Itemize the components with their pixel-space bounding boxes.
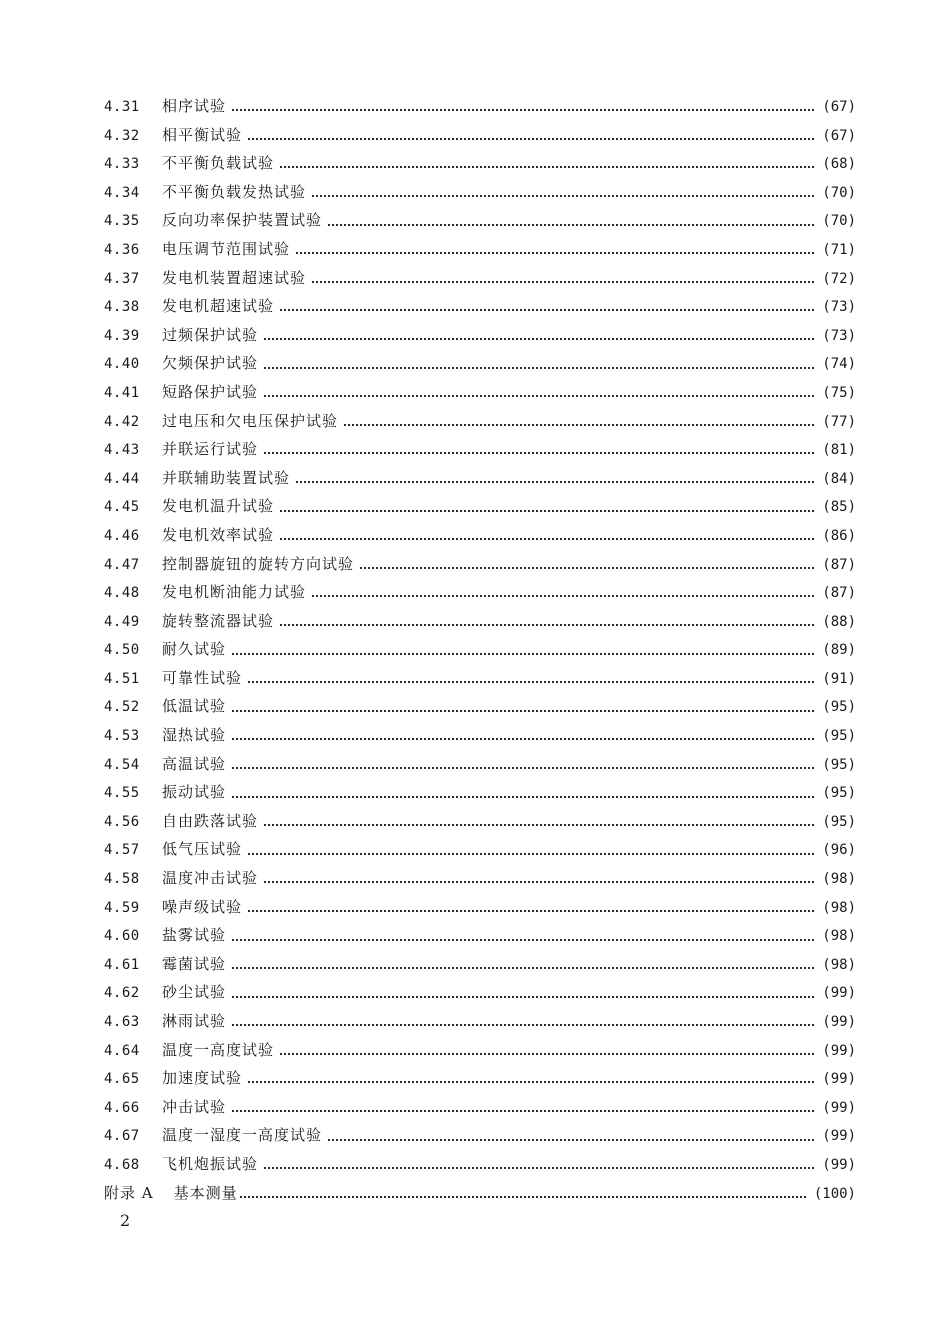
- toc-entry-number: 4.56: [104, 813, 140, 830]
- toc-entry-page: (96): [822, 842, 856, 859]
- toc-entry-number: 4.54: [104, 756, 140, 773]
- dot-leader: [264, 1167, 814, 1169]
- toc-entry-title: 可靠性试验: [162, 668, 243, 687]
- dot-leader: [328, 1139, 814, 1141]
- toc-entry-title: 温度一高度试验: [162, 1040, 275, 1059]
- toc-entry-page: (91): [822, 670, 856, 687]
- toc-entry-number: 4.62: [104, 985, 140, 1002]
- toc-entry[interactable]: [104, 467, 856, 496]
- toc-entry-page: (99): [822, 1071, 856, 1088]
- toc-entry-title: 欠频保护试验: [162, 354, 259, 373]
- toc-entry[interactable]: [104, 1153, 856, 1182]
- toc-entry-title: 振动试验: [162, 783, 227, 802]
- toc-entry-page: (68): [822, 156, 856, 173]
- toc-entry-number: 4.45: [104, 499, 140, 516]
- toc-entry-number: 4.35: [104, 213, 140, 230]
- toc-entry-title: 发电机装置超速试验: [162, 268, 307, 287]
- toc-appendix-row[interactable]: [104, 1182, 856, 1211]
- table-of-contents: [104, 95, 856, 1210]
- toc-entry[interactable]: [104, 295, 856, 324]
- toc-entry-page: (98): [822, 871, 856, 888]
- toc-entry-title: 发电机温升试验: [162, 497, 275, 516]
- toc-entry-title: 温度冲击试验: [162, 869, 259, 888]
- toc-entry[interactable]: [104, 209, 856, 238]
- dot-leader: [248, 1081, 814, 1083]
- dot-leader: [232, 939, 814, 941]
- toc-entry[interactable]: [104, 95, 856, 124]
- toc-entry-page: (67): [822, 127, 856, 144]
- dot-leader: [232, 767, 814, 769]
- toc-entry[interactable]: [104, 953, 856, 982]
- toc-entry-page: (72): [822, 270, 856, 287]
- toc-entry[interactable]: [104, 695, 856, 724]
- toc-entry-number: 4.36: [104, 241, 140, 258]
- toc-entry-title: 耐久试验: [162, 640, 227, 659]
- toc-entry-title: 旋转整流器试验: [162, 611, 275, 630]
- dot-leader: [248, 853, 814, 855]
- toc-entry-number: 4.32: [104, 127, 140, 144]
- toc-entry-number: 4.58: [104, 871, 140, 888]
- toc-entry-page: (95): [822, 813, 856, 830]
- toc-entry-title: 并联辅助装置试验: [162, 468, 291, 487]
- page-number: 2: [120, 1211, 131, 1230]
- toc-entry-number: 4.46: [104, 527, 140, 544]
- toc-entry-page: (99): [822, 1014, 856, 1030]
- dot-leader: [232, 967, 814, 969]
- appendix-page: (100): [813, 1185, 856, 1202]
- toc-entry-title: 相平衡试验: [162, 125, 243, 144]
- toc-entry[interactable]: [104, 152, 856, 181]
- toc-entry-page: (99): [822, 1042, 856, 1059]
- toc-entry-page: (85): [822, 499, 856, 516]
- toc-entry-title: 发电机断油能力试验: [162, 583, 307, 602]
- toc-entry-page: (71): [822, 241, 856, 258]
- toc-entry-title: 低温试验: [162, 697, 227, 716]
- toc-entry-number: 4.38: [104, 299, 140, 316]
- toc-entry-page: (87): [822, 585, 856, 602]
- toc-entry-number: 4.57: [104, 842, 140, 859]
- toc-entry-number: 4.49: [104, 613, 140, 630]
- toc-entry-number: 4.42: [104, 413, 140, 430]
- toc-entry-number: 4.34: [104, 184, 140, 201]
- dot-leader: [248, 910, 814, 912]
- toc-entry-page: (84): [822, 470, 856, 487]
- toc-entry-page: (95): [822, 699, 856, 716]
- toc-entry-page: (98): [822, 899, 856, 916]
- toc-entry-number: 4.63: [104, 1014, 140, 1030]
- toc-entry-page: (70): [822, 213, 856, 230]
- dot-leader: [248, 681, 814, 683]
- dot-leader: [264, 452, 814, 454]
- toc-entry-title: 发电机效率试验: [162, 525, 275, 544]
- dot-leader: [232, 796, 814, 798]
- dot-leader: [280, 166, 814, 168]
- dot-leader: [240, 1196, 806, 1198]
- toc-entry-number: 4.31: [104, 99, 140, 115]
- toc-entry-title: 低气压试验: [162, 840, 243, 859]
- dot-leader: [232, 1024, 814, 1026]
- toc-entry-title: 冲击试验: [162, 1097, 227, 1116]
- toc-entry-page: (99): [822, 1128, 856, 1145]
- dot-leader: [280, 538, 814, 540]
- toc-entry-page: (95): [822, 728, 856, 745]
- dot-leader: [344, 424, 814, 426]
- toc-entry[interactable]: [104, 438, 856, 467]
- appendix-label: 附录 A: [104, 1183, 154, 1202]
- toc-entry-page: (81): [822, 442, 856, 459]
- toc-entry[interactable]: [104, 1010, 856, 1039]
- toc-entry-number: 4.43: [104, 442, 140, 459]
- toc-entry-title: 霉菌试验: [162, 954, 227, 973]
- toc-entry-page: (86): [822, 527, 856, 544]
- dot-leader: [232, 996, 814, 998]
- toc-entry-number: 4.47: [104, 556, 140, 573]
- toc-entry-page: (87): [822, 556, 856, 573]
- toc-entry-number: 4.67: [104, 1128, 140, 1145]
- toc-entry[interactable]: [104, 810, 856, 839]
- dot-leader: [312, 195, 814, 197]
- dot-leader: [264, 881, 814, 883]
- dot-leader: [280, 309, 814, 311]
- toc-entry[interactable]: [104, 610, 856, 639]
- toc-entry-number: 4.61: [104, 956, 140, 973]
- dot-leader: [248, 138, 814, 140]
- toc-entry-title: 过频保护试验: [162, 325, 259, 344]
- toc-entry-number: 4.50: [104, 642, 140, 659]
- toc-entry-title: 不平衡负载发热试验: [162, 182, 307, 201]
- toc-entry[interactable]: [104, 638, 856, 667]
- dot-leader: [264, 338, 814, 340]
- toc-entry-title: 温度一湿度一高度试验: [162, 1126, 323, 1145]
- toc-entry-page: (95): [822, 756, 856, 773]
- dot-leader: [232, 653, 814, 655]
- toc-entry[interactable]: [104, 181, 856, 210]
- toc-entry-number: 4.37: [104, 270, 140, 287]
- toc-entry-number: 4.64: [104, 1042, 140, 1059]
- toc-entry-number: 4.51: [104, 670, 140, 687]
- toc-entry-title: 控制器旋钮的旋转方向试验: [162, 554, 355, 573]
- dot-leader: [280, 510, 814, 512]
- toc-entry-number: 4.68: [104, 1156, 140, 1173]
- toc-entry[interactable]: [104, 581, 856, 610]
- toc-entry-number: 4.65: [104, 1071, 140, 1088]
- toc-entry[interactable]: [104, 1096, 856, 1125]
- toc-entry[interactable]: [104, 1067, 856, 1096]
- dot-leader: [232, 738, 814, 740]
- toc-entry-page: (77): [822, 413, 856, 430]
- toc-entry-title: 反向功率保护装置试验: [162, 211, 323, 230]
- toc-entry-title: 噪声级试验: [162, 897, 243, 916]
- toc-entry-page: (70): [822, 184, 856, 201]
- toc-entry-title: 加速度试验: [162, 1069, 243, 1088]
- toc-entry-title: 盐雾试验: [162, 926, 227, 945]
- toc-entry-page: (74): [822, 356, 856, 373]
- toc-entry[interactable]: [104, 1124, 856, 1153]
- toc-entry-number: 4.40: [104, 356, 140, 373]
- toc-entry-title: 过电压和欠电压保护试验: [162, 411, 339, 430]
- toc-entry[interactable]: [104, 553, 856, 582]
- toc-entry-number: 4.53: [104, 728, 140, 745]
- toc-entry[interactable]: [104, 896, 856, 925]
- toc-entry-number: 4.55: [104, 785, 140, 802]
- toc-entry-page: (98): [822, 956, 856, 973]
- dot-leader: [296, 481, 814, 483]
- toc-entry-page: (99): [822, 1156, 856, 1173]
- toc-entry[interactable]: [104, 238, 856, 267]
- toc-entry[interactable]: [104, 495, 856, 524]
- toc-entry[interactable]: [104, 724, 856, 753]
- toc-entry[interactable]: [104, 524, 856, 553]
- toc-entry-page: (73): [822, 299, 856, 316]
- dot-leader: [232, 109, 814, 111]
- toc-entry-page: (73): [822, 327, 856, 344]
- toc-entry[interactable]: [104, 667, 856, 696]
- toc-entry[interactable]: [104, 410, 856, 439]
- toc-entry-number: 4.66: [104, 1099, 140, 1116]
- dot-leader: [264, 824, 814, 826]
- dot-leader: [232, 710, 814, 712]
- toc-entry[interactable]: [104, 867, 856, 896]
- toc-entry-page: (95): [822, 785, 856, 802]
- toc-entry-page: (98): [822, 928, 856, 945]
- toc-entry-title: 并联运行试验: [162, 440, 259, 459]
- toc-entry-number: 4.59: [104, 899, 140, 916]
- dot-leader: [280, 1053, 814, 1055]
- toc-entry-number: 4.44: [104, 470, 140, 487]
- toc-entry-title: 发电机超速试验: [162, 297, 275, 316]
- toc-entry-title: 飞机炮振试验: [162, 1154, 259, 1173]
- dot-leader: [328, 224, 814, 226]
- toc-entry-number: 4.48: [104, 585, 140, 602]
- toc-entry[interactable]: [104, 753, 856, 782]
- dot-leader: [232, 1110, 814, 1112]
- toc-entry-title: 高温试验: [162, 754, 227, 773]
- toc-entry[interactable]: [104, 924, 856, 953]
- dot-leader: [280, 624, 814, 626]
- toc-entry-title: 湿热试验: [162, 726, 227, 745]
- toc-entry[interactable]: [104, 1039, 856, 1068]
- toc-entry-number: 4.52: [104, 699, 140, 716]
- toc-entry[interactable]: [104, 352, 856, 381]
- toc-entry[interactable]: [104, 267, 856, 296]
- dot-leader: [312, 595, 814, 597]
- toc-entry-title: 相序试验: [162, 97, 227, 115]
- toc-entry-page: (67): [822, 99, 856, 115]
- toc-entry-title: 短路保护试验: [162, 382, 259, 401]
- toc-entry-title: 不平衡负载试验: [162, 154, 275, 173]
- toc-entry-number: 4.39: [104, 327, 140, 344]
- toc-entry[interactable]: [104, 381, 856, 410]
- toc-entry-title: 砂尘试验: [162, 983, 227, 1002]
- toc-entry-title: 自由跌落试验: [162, 811, 259, 830]
- dot-leader: [264, 395, 814, 397]
- toc-entry-page: (88): [822, 613, 856, 630]
- dot-leader: [296, 252, 814, 254]
- dot-leader: [360, 567, 814, 569]
- toc-entry-number: 4.41: [104, 384, 140, 401]
- toc-entry[interactable]: [104, 324, 856, 353]
- toc-entry-page: (99): [822, 985, 856, 1002]
- toc-entry-page: (75): [822, 384, 856, 401]
- dot-leader: [312, 281, 814, 283]
- toc-entry[interactable]: [104, 781, 856, 810]
- toc-entry[interactable]: [104, 124, 856, 153]
- toc-entry[interactable]: [104, 981, 856, 1010]
- toc-entry-title: 电压调节范围试验: [162, 239, 291, 258]
- toc-entry[interactable]: [104, 838, 856, 867]
- toc-entry-page: (89): [822, 642, 856, 659]
- appendix-title: 基本测量: [173, 1183, 238, 1202]
- toc-entry-title: 淋雨试验: [162, 1012, 227, 1030]
- dot-leader: [264, 367, 814, 369]
- toc-entry-number: 4.60: [104, 928, 140, 945]
- toc-entry-number: 4.33: [104, 156, 140, 173]
- toc-entry-page: (99): [822, 1099, 856, 1116]
